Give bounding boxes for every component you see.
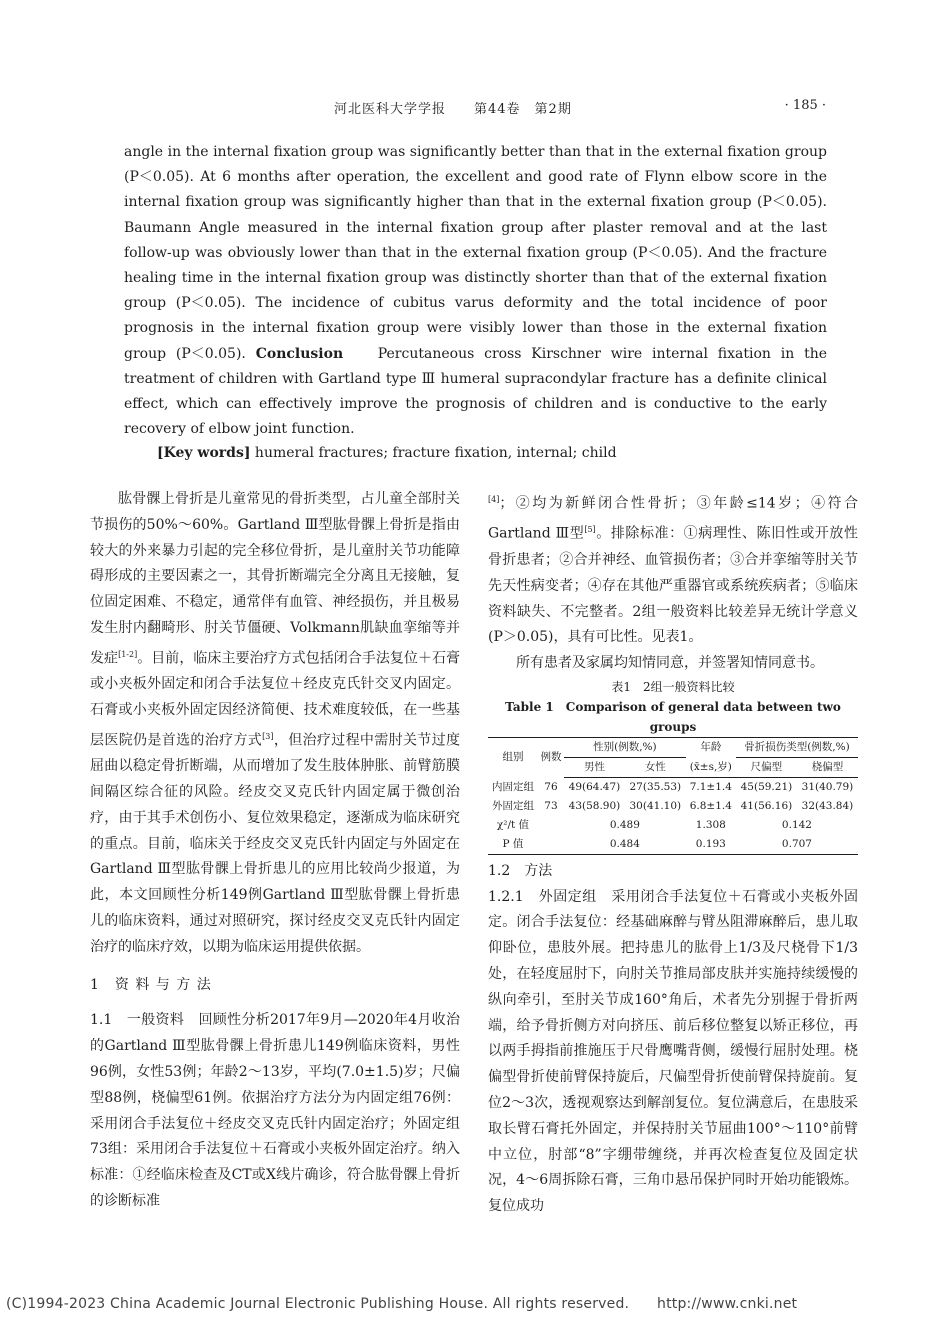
- keywords: [157, 441, 837, 465]
- col-header-sex: 性别(例数,%): [564, 737, 686, 757]
- col-header-age-unit: (x̄±s,岁): [686, 757, 736, 777]
- section-heading-methods: 1.2 方法: [488, 862, 553, 879]
- table-row: 外固定组 73 43(58.90) 30(41.10) 6.8±1.4 41(56.16) 32(43.84): [491, 799, 854, 812]
- abstract-continuation: [124, 140, 827, 442]
- general-data-table: [488, 737, 858, 855]
- table-row-p-value: P 值 0.484 0.193 0.707: [488, 835, 858, 855]
- general-data-paragraph-cont: [4]；②均为新鲜闭合性骨折；③年龄≤14岁；④符合Gartland Ⅲ型[5]。排除标准：①病理性、陈旧性或开放性骨折患者；②合并神经、血管损伤者；③合并挛缩等肘关节先天性病变者；④存在其他严重器官或系统疾病者；⑤临床资料缺失、不完整者。2组一般资料比较差异无统计学意义(P＞0.05)，具有可比性。见表1。: [488, 495, 858, 646]
- journal-title: 河北医科大学学报 第44卷 第2期: [334, 102, 572, 117]
- citation: [3]: [262, 731, 274, 741]
- page-number: · 185 ·: [784, 98, 826, 113]
- consent-paragraph: 所有患者及家属均知情同意，并签署知情同意书。: [516, 655, 824, 672]
- table-row: 内固定组 76 49(64.47) 27(35.53) 7.1±1.4 45(59.21) 31(40.79): [491, 780, 854, 793]
- keywords-label: [Key words]: [157, 445, 251, 461]
- citation: [1-2]: [118, 649, 138, 659]
- col-header-radial: 桡偏型: [797, 757, 858, 777]
- abstract-results: angle in the internal fixation group was significantly better than that in the external fixation group (P＜0.05). At 6 months after operation, the excellent and good rate of Flynn elbow score in the internal fixation group was significantly higher than that in the external fixation group (P＜0.05). Baumann Angle measured in the internal fixation group after plaster removal and at the last follow-up was obviously lower than that in the external fixation group (P＜0.05). And the fracture healing time in the internal fixation group was distinctly shorter than that of the external fixation group (P＜0.05). The incidence of cubitus varus deformity and the total incidence of poor prognosis in the internal fixation group were visibly lower than those in the external fixation group (P＜0.05).: [124, 144, 827, 362]
- col-header-male: 男性: [564, 757, 625, 777]
- copyright-text: (C)1994-2023 China Academic Journal Electronic Publishing House. All rights reserved.: [6, 1296, 630, 1312]
- external-fixation-paragraph: 1.2.1 外固定组 采用闭合手法复位＋石膏或小夹板外固定。闭合手法复位：经基础麻醉与臂丛阻滞麻醉后，患儿取仰卧位，患肢外展。把持患儿的肱骨上1/3及尺桡骨下1/3处，在轻度屈肘下，向肘关节推局部皮肤并实施持续缓慢的纵向牵引，至肘关节成160°角后，术者先分别握于骨折两端，给予骨折侧方对向挤压、前后移位整复以矫正移位，再以两手拇指前推施压于尺骨鹰嘴背侧，缓慢行屈肘处理。桡偏型骨折使前臂保持旋后，尺偏型骨折使前臂保持旋前。复位2～3次，透视观察达到解剖复位。复位满意后，在患肢采取长臂石膏托外固定，并保持肘关节屈曲100°～110°前臂中立位，肘部“8”字绷带缠绕，并再次检查复位及固定状况，4～6周拆除石膏，三角巾悬吊保护同时开始功能锻炼。复位成功: [488, 888, 859, 1215]
- left-column: [90, 487, 460, 1215]
- section-heading-materials-methods: 1 资 料 与 方 法: [90, 976, 212, 993]
- conclusion-text: Percutaneous cross Kirschner wire internal fixation in the treatment of children with Gartland type Ⅲ humeral supracondylar fracture has a definite clinical effect, which can effectively improve the prognosis of children and is conductive to the early recovery of elbow joint function.: [124, 345, 828, 438]
- general-data-paragraph: 1.1 一般资料 回顾性分析2017年9月—2020年4月收治的Gartland Ⅲ型肱骨髁上骨折患儿149例临床资料，男性96例，女性53例；年龄2～13岁，平均(7.0±1.5)岁；尺偏型88例，桡偏型61例。依据治疗方法分为内固定组76例：采用闭合手法复位＋经皮交叉克氏针内固定治疗；外固定组73组：采用闭合手法复位＋石膏或小夹板外固定治疗。纳入标准：①经临床检查及CT或X线片确诊，符合肱骨髁上骨折的诊断标准: [90, 1012, 460, 1210]
- col-header-female: 女性: [625, 757, 686, 777]
- citation: [5]: [584, 525, 596, 535]
- col-header-age: 年龄: [686, 737, 736, 757]
- copyright-footer: [6, 1296, 798, 1312]
- col-header-ulnar: 尺偏型: [736, 757, 797, 777]
- subsection-label-external-fixation: 1.2.1 外固定组: [488, 888, 597, 905]
- right-column: [488, 487, 858, 1220]
- intro-paragraph: 肱骨髁上骨折是儿童常见的骨折类型，占儿童全部肘关节损伤的50%～60%。Gartland Ⅲ型肱骨髁上骨折是指由较大的外来暴力引起的完全移位骨折，是儿童肘关节功能障碍形成的主要因素之一，其骨折断端完全分离且无接触，复位固定困难、不稳定，通常伴有血管、神经损伤，并且极易发生肘内翻畸形、肘关节僵硬、Volkmann肌缺血挛缩等并发症[1-2]。目前，临床主要治疗方式包括闭合手法复位＋石膏或小夹板外固定和闭合手法复位＋经皮克氏针交叉内固定。石膏或小夹板外固定因经济简便、技术难度较低，在一些基层医院仍是首选的治疗方式[3]，但治疗过程中需肘关节过度屈曲以稳定骨折断端，从而增加了发生肢体肿胀、前臂筋膜间隔区综合征的风险。经皮交叉克氏针内固定属于微创治疗，由于其手术创伤小、复位效果稳定，逐渐成为临床研究的重点。目前，临床关于经皮交叉克氏针内固定与外固定在Gartland Ⅲ型肱骨髁上骨折患儿的应用比较尚少报道，为此，本文回顾性分析149例Gartland Ⅲ型肱骨髁上骨折患儿的临床资料，通过对照研究，探讨经皮交叉克氏针内固定治疗的临床疗效，以期为临床运用提供依据。: [90, 491, 461, 955]
- citation: [4]: [488, 495, 500, 504]
- table-title-en: Table 1 Comparison of general data between two groups: [505, 699, 841, 734]
- col-header-count: 例数: [538, 737, 564, 777]
- table-row-statistic: χ²/t 值 0.489 1.308 0.142: [496, 818, 812, 831]
- col-header-fracture-type: 骨折损伤类型(例数,%): [736, 737, 858, 757]
- conclusion-label: Conclusion: [255, 345, 344, 362]
- col-header-group: 组别: [488, 737, 538, 777]
- cnki-url: http://www.cnki.net: [657, 1296, 798, 1312]
- subsection-label-general-data: 1.1 一般资料: [90, 1012, 185, 1029]
- table-title-cn: 表1 2组一般资料比较: [611, 679, 735, 694]
- running-header: [124, 96, 826, 118]
- keywords-text: humeral fractures; fracture fixation, internal; child: [254, 445, 617, 461]
